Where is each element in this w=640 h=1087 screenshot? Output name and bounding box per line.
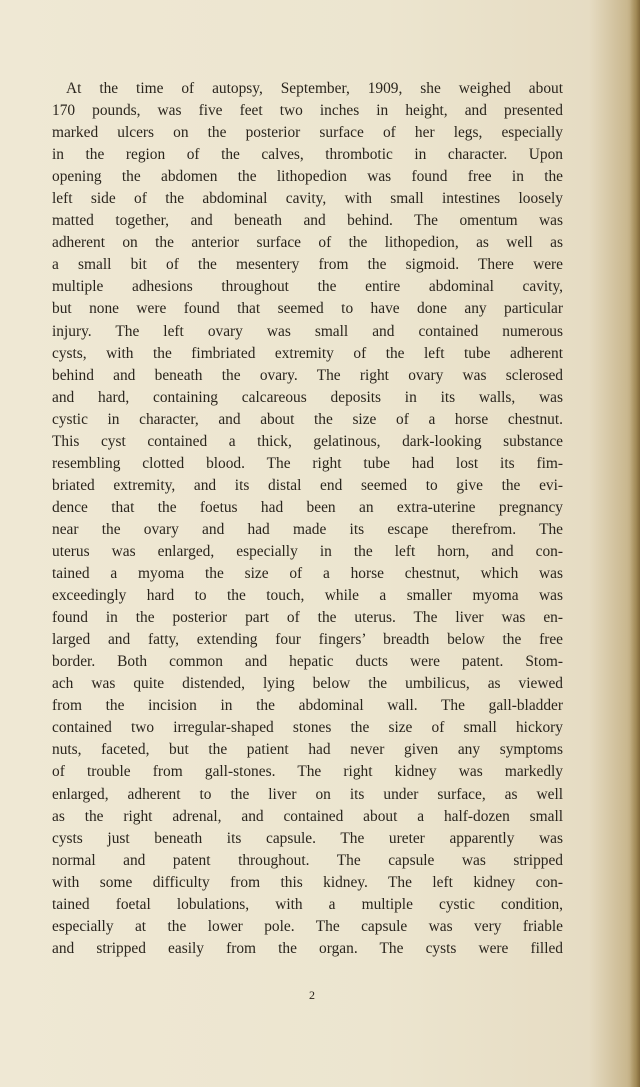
text-line: uterus was enlarged, especially in the left horn, and con- xyxy=(52,542,563,560)
text-line: and stripped easily from the organ. The cysts were filled xyxy=(52,939,563,957)
text-line: a small bit of the mesentery from the sigmoid. There were xyxy=(52,256,563,274)
text-line: in the region of the calves, thrombotic in character. Upon xyxy=(52,146,563,164)
text-line: adherent on the anterior surface of the lithopedion, as well as xyxy=(52,234,563,252)
page-number: 2 xyxy=(309,988,315,1002)
text-line: cystic in character, and about the size of a horse chestnut. xyxy=(52,410,563,428)
text-line: dence that the foetus had been an extra-uterine pregnancy xyxy=(52,498,563,516)
text-line: This cyst contained a thick, gelatinous, dark-looking substance xyxy=(52,432,563,450)
text-line: resembling clotted blood. The right tube had lost its fim- xyxy=(52,454,563,472)
text-line: multiple adhesions throughout the entire abdominal cavity, xyxy=(52,278,563,296)
text-line: contained two irregular-shaped stones the size of small hickory xyxy=(52,719,563,737)
text-line: left side of the abdominal cavity, with small intestines loosely xyxy=(52,190,563,208)
text-line: tained foetal lobulations, with a multiple cystic condition, xyxy=(52,895,563,913)
text-line: cysts just beneath its capsule. The ureter apparently was xyxy=(52,829,563,847)
text-line: exceedingly hard to the touch, while a smaller myoma was xyxy=(52,587,563,605)
text-line: marked ulcers on the posterior surface of her legs, especially xyxy=(52,124,563,142)
text-line: behind and beneath the ovary. The right ovary was sclerosed xyxy=(52,366,563,384)
text-line: from the incision in the abdominal wall. The gall-bladder xyxy=(52,697,563,715)
text-line: border. Both common and hepatic ducts were patent. Stom- xyxy=(52,653,563,671)
text-line: tained a myoma the size of a horse chestnut, which was xyxy=(52,565,563,583)
text-line: 170 pounds, was five feet two inches in height, and presented xyxy=(52,102,563,120)
text-line: larged and fatty, extending four fingers’ breadth below the free xyxy=(52,631,563,649)
page-edge-shadow xyxy=(630,0,640,1087)
text-line: briated extremity, and its distal end seemed to give the evi- xyxy=(52,476,563,494)
text-line: of trouble from gall-stones. The right kidney was markedly xyxy=(52,763,563,781)
text-line: injury. The left ovary was small and contained numerous xyxy=(52,322,563,340)
text-line: matted together, and beneath and behind. The omentum was xyxy=(52,212,563,230)
text-line: opening the abdomen the lithopedion was found free in the xyxy=(52,168,563,186)
text-line: ach was quite distended, lying below the umbilicus, as viewed xyxy=(52,675,563,693)
text-line: especially at the lower pole. The capsule was very friable xyxy=(52,917,563,935)
text-line: near the ovary and had made its escape therefrom. The xyxy=(52,520,563,538)
text-line: cysts, with the fimbriated extremity of the left tube adherent xyxy=(52,344,563,362)
body-text xyxy=(52,78,563,960)
text-line: found in the posterior part of the uterus. The liver was en- xyxy=(52,609,563,627)
text-line: normal and patent throughout. The capsule was stripped xyxy=(52,851,563,869)
text-line: At the time of autopsy, September, 1909, she weighed about xyxy=(66,80,563,97)
text-line: but none were found that seemed to have done any particular xyxy=(52,300,563,318)
text-line: as the right adrenal, and contained about a half-dozen small xyxy=(52,807,563,825)
text-line: enlarged, adherent to the liver on its under surface, as well xyxy=(52,785,563,803)
text-line: and hard, containing calcareous deposits in its walls, was xyxy=(52,388,563,406)
text-line: with some difficulty from this kidney. The left kidney con- xyxy=(52,873,563,891)
text-line: nuts, faceted, but the patient had never given any symptoms xyxy=(52,741,563,759)
